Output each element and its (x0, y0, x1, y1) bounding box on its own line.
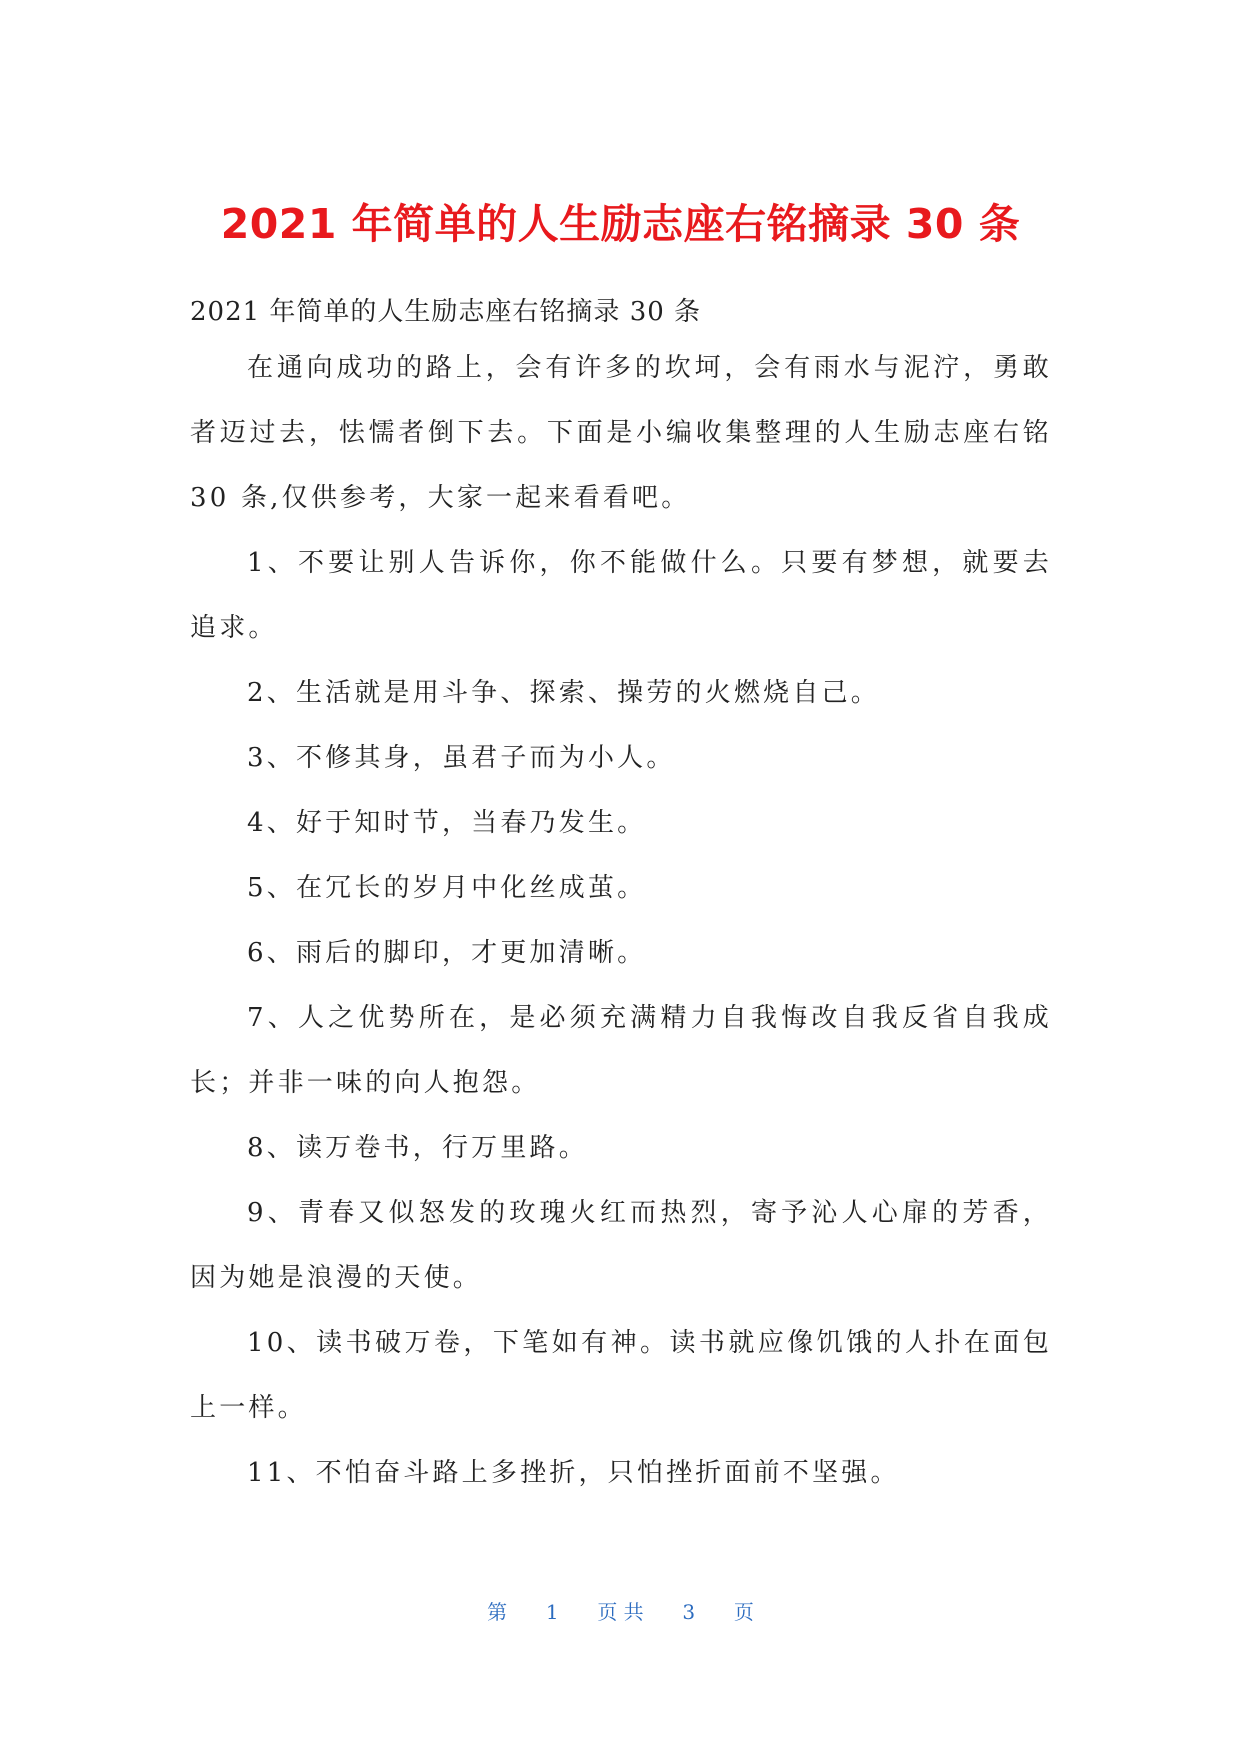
document-body (190, 288, 1052, 1506)
list-item: 9、青春又似怒发的玫瑰火红而热烈，寄予沁人心扉的芳香，因为她是浪漫的天使。 (190, 1198, 1052, 1293)
intro-paragraph: 在通向成功的路上，会有许多的坎坷，会有雨水与泥泞，勇敢者迈过去，怯懦者倒下去。下面是小编收集整理的人生励志座右铭 30 条,仅供参考，大家一起来看看吧。 (190, 353, 1052, 513)
list-item: 3、不修其身，虽君子而为小人。 (247, 743, 676, 773)
list-item: 10、读书破万卷，下笔如有神。读书就应像饥饿的人扑在面包上一样。 (190, 1328, 1052, 1423)
document-title: 2021 年简单的人生励志座右铭摘录 30 条 (220, 200, 1021, 248)
footer-middle: 页 共 (597, 1600, 644, 1624)
list-item: 8、读万卷书，行万里路。 (247, 1133, 588, 1163)
list-item: 1、不要让别人告诉你，你不能做什么。只要有梦想，就要去追求。 (190, 548, 1052, 643)
list-item: 6、雨后的脚印，才更加清晰。 (247, 938, 647, 968)
list-item: 4、好于知时节，当春乃发生。 (247, 808, 647, 838)
list-item: 7、人之优势所在，是必须充满精力自我悔改自我反省自我成长；并非一味的向人抱怨。 (190, 1003, 1052, 1098)
page-footer (0, 1596, 1241, 1625)
footer-suffix: 页 (733, 1600, 754, 1624)
list-item: 11、不怕奋斗路上多挫折，只怕挫折面前不坚强。 (247, 1458, 900, 1488)
footer-prefix: 第 (487, 1600, 508, 1624)
list-item: 2、生活就是用斗争、探索、操劳的火燃烧自己。 (247, 678, 880, 708)
footer-current-page: 1 (545, 1600, 559, 1624)
document-subtitle: 2021 年简单的人生励志座右铭摘录 30 条 (190, 297, 702, 327)
list-item: 5、在冗长的岁月中化丝成茧。 (247, 873, 647, 903)
footer-total-pages: 3 (682, 1600, 696, 1624)
